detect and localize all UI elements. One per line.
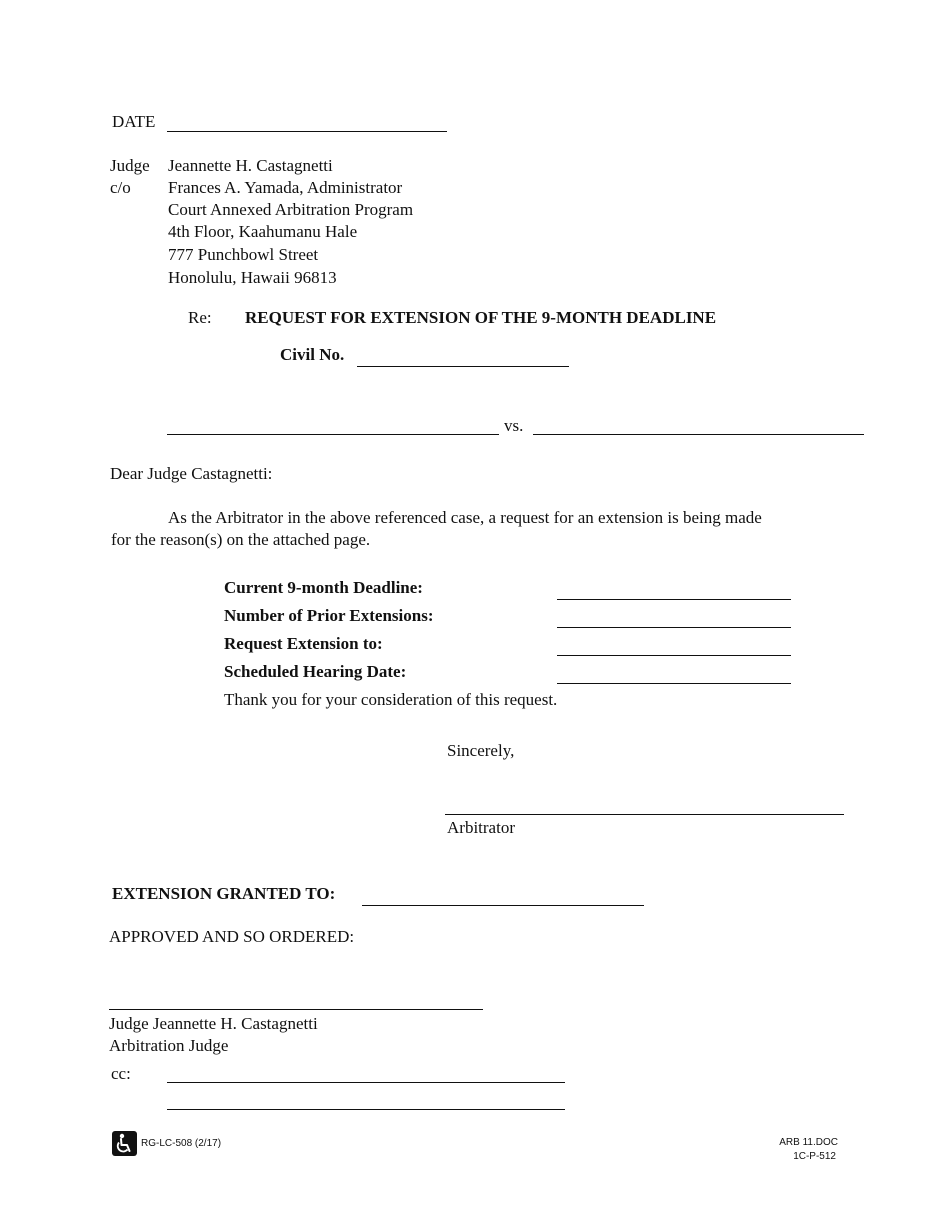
judge-label: Judge [110, 156, 150, 175]
address-line: 777 Punchbowl Street [168, 245, 319, 264]
plaintiff-field[interactable] [167, 434, 499, 435]
extension-granted-field[interactable] [362, 905, 644, 906]
judge-signature-field[interactable] [109, 1009, 483, 1010]
cc-field-2[interactable] [167, 1109, 565, 1110]
date-field[interactable] [167, 131, 447, 132]
arbitrator-label: Arbitrator [447, 818, 515, 837]
civil-no-label: Civil No. [280, 345, 345, 364]
body-line-2: for the reason(s) on the attached page. [111, 530, 371, 549]
civil-no-field[interactable] [357, 366, 569, 367]
address-line: Jeannette H. Castagnetti [168, 156, 333, 175]
doc-id: ARB 11.DOC [779, 1137, 838, 1148]
vs-label: vs. [504, 416, 524, 435]
prior-extensions-field[interactable] [557, 627, 791, 628]
arbitrator-signature-field[interactable] [445, 814, 844, 815]
co-label: c/o [110, 178, 131, 197]
address-line: Court Annexed Arbitration Program [168, 200, 414, 219]
approved-label: APPROVED AND SO ORDERED: [109, 927, 355, 946]
closing: Sincerely, [447, 741, 515, 760]
date-label: DATE [112, 112, 156, 131]
judge-title: Arbitration Judge [109, 1036, 229, 1055]
cc-field-1[interactable] [167, 1082, 565, 1083]
current-deadline-label: Current 9-month Deadline: [224, 578, 423, 597]
extension-granted-label: EXTENSION GRANTED TO: [112, 884, 336, 903]
hearing-date-label: Scheduled Hearing Date: [224, 662, 407, 681]
doc-code: 1C-P-512 [793, 1151, 836, 1162]
re-subject: REQUEST FOR EXTENSION OF THE 9-MONTH DEADLINE [245, 308, 717, 327]
current-deadline-field[interactable] [557, 599, 791, 600]
defendant-field[interactable] [533, 434, 864, 435]
address-line: Honolulu, Hawaii 96813 [168, 268, 337, 287]
thanks-text: Thank you for your consideration of this request. [224, 690, 558, 709]
address-line: Frances A. Yamada, Administrator [168, 178, 403, 197]
judge-name: Judge Jeannette H. Castagnetti [109, 1014, 318, 1033]
re-label: Re: [188, 308, 212, 327]
prior-extensions-label: Number of Prior Extensions: [224, 606, 434, 625]
body-line-1: As the Arbitrator in the above referenced case, a request for an extension is being made [168, 508, 762, 527]
salutation: Dear Judge Castagnetti: [110, 464, 273, 483]
cc-label: cc: [111, 1064, 131, 1083]
request-extension-label: Request Extension to: [224, 634, 383, 653]
address-line: 4th Floor, Kaahumanu Hale [168, 222, 358, 241]
hearing-date-field[interactable] [557, 683, 791, 684]
wheelchair-accessibility-icon [112, 1131, 137, 1156]
request-extension-field[interactable] [557, 655, 791, 656]
form-number: RG-LC-508 (2/17) [141, 1138, 222, 1149]
